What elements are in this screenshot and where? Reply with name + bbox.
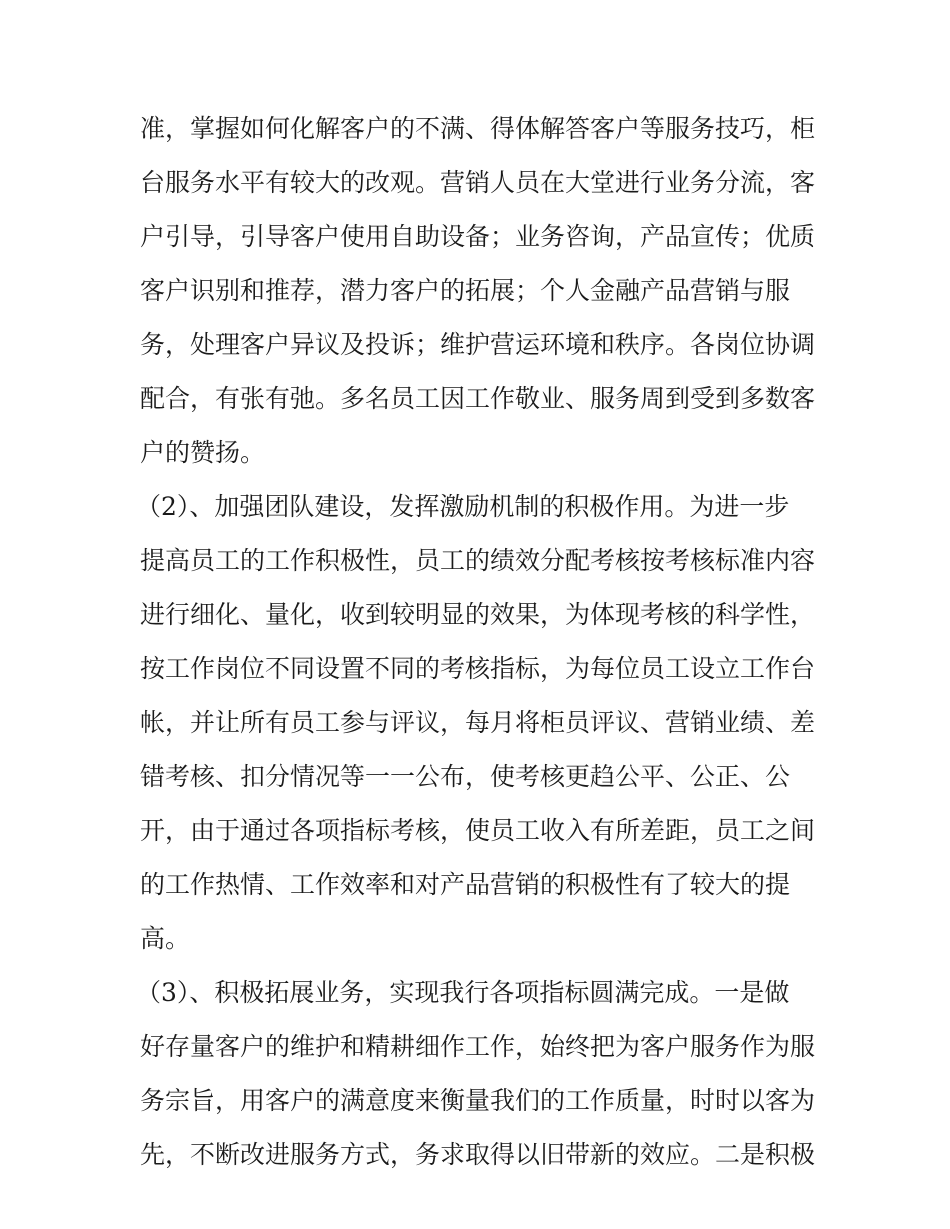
text-line: 配合，有张有弛。多名员工因工作敬业、服务周到受到多数客	[140, 384, 816, 413]
text-line: 错考核、扣分情况等一一公布，使考核更趋公平、公正、公	[140, 762, 791, 791]
text-line: 务，处理客户异议及投诉；维护营运环境和秩序。各岗位协调	[140, 330, 816, 359]
text-line: 帐，并让所有员工参与评议，每月将柜员评议、营销业绩、差	[140, 708, 816, 737]
text-line: 台服务水平有较大的改观。营销人员在大堂进行业务分流，客	[140, 168, 816, 197]
text-line: 户的赞扬。	[140, 438, 266, 467]
text-line: 开，由于通过各项指标考核，使员工收入有所差距，员工之间	[140, 816, 816, 845]
text-line: 的工作热情、工作效率和对产品营销的积极性有了较大的提	[140, 870, 791, 899]
text-line: 进行细化、量化，收到较明显的效果，为体现考核的科学性，	[140, 600, 816, 629]
text-line: 好存量客户的维护和精耕细作工作，始终把为客户服务作为服	[140, 1032, 816, 1061]
text-line: 客户识别和推荐，潜力客户的拓展；个人金融产品营销与服	[140, 276, 791, 305]
text-line: 按工作岗位不同设置不同的考核指标，为每位员工设立工作台	[140, 654, 816, 683]
text-line: 高。	[140, 924, 191, 953]
text-line: 户引导，引导客户使用自助设备；业务咨询，产品宣传；优质	[140, 222, 816, 251]
body-text	[136, 102, 820, 1182]
text-line: 先，不断改进服务方式，务求取得以旧带新的效应。二是积极	[140, 1140, 816, 1169]
text-line: 准，掌握如何化解客户的不满、得体解答客户等服务技巧，柜	[140, 114, 816, 143]
text-line: （3）、积极拓展业务，实现我行各项指标圆满完成。一是做	[136, 978, 790, 1007]
text-line: 提高员工的工作积极性，员工的绩效分配考核按考核标准内容	[140, 546, 816, 575]
text-line: （2）、加强团队建设，发挥激励机制的积极作用。为进一步	[136, 492, 790, 521]
text-line: 务宗旨，用客户的满意度来衡量我们的工作质量，时时以客为	[140, 1086, 816, 1115]
